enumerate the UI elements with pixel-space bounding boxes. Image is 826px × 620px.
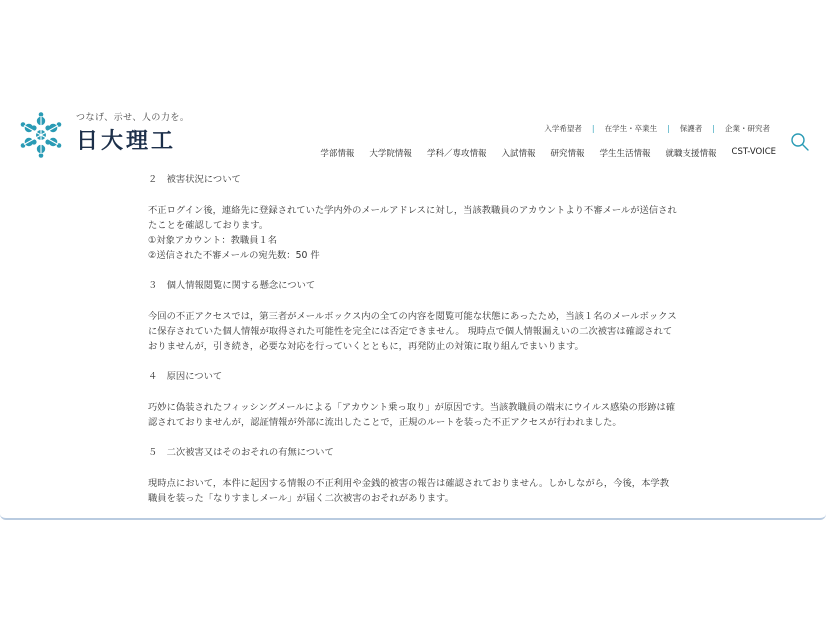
browser-viewport[interactable]: [0, 96, 826, 520]
main-nav-cst-voice[interactable]: CST-VOICE: [731, 147, 776, 157]
main-nav-departments[interactable]: 学科／専攻情報: [426, 149, 487, 159]
section-title-damage: ２ 被害状況について: [148, 174, 241, 185]
main-nav-career[interactable]: 就職支援情報: [665, 149, 717, 159]
paragraph-privacy-concern: 今回の不正アクセスでは，第三者がメールボックス内の全ての内容を閲覧可能な状態にあったため，当該１名のメールボックスに保存されていた個人情報が取得された可能性を完全には否定できません。 現時点で個人情報漏えいの二次被害は確認されておりませんが，引き続き，必要な対応を行っていくとともに，再発防止の対策に取り組んでまいります。: [148, 311, 677, 352]
logo-tagline: つなげ、示せ、人の力を。: [76, 113, 190, 123]
main-nav-faculty[interactable]: 学部情報: [320, 149, 355, 159]
search-icon[interactable]: [790, 132, 810, 152]
main-nav-admissions[interactable]: 入試情報: [501, 149, 536, 159]
section-title-privacy: ３ 個人情報閲覧に関する懸念について: [148, 280, 316, 291]
audience-nav-students-alumni[interactable]: 在学生・卒業生: [604, 124, 658, 133]
section-title-cause: ４ 原因について: [148, 371, 223, 382]
main-nav: [305, 147, 776, 159]
logo-name: 日大理工: [76, 129, 177, 154]
site-logo[interactable]: [18, 110, 188, 160]
main-nav-graduate[interactable]: 大学院情報: [369, 149, 412, 159]
audience-nav-companies[interactable]: 企業・研究者: [725, 124, 770, 133]
audience-nav-guardians[interactable]: 保護者: [679, 124, 703, 133]
snowflake-logo-icon: [18, 112, 64, 158]
paragraph-recipient-count: ②送信された不審メールの宛先数：50 件: [148, 250, 320, 261]
paragraph-secondary-damage: 現時点において，本件に起因する情報の不正利用や金銭的被害の報告は確認されておりません。しかしながら，今後，本学教職員を装った「なりすましメール」が届く二次被害のおそれがあります。: [148, 478, 669, 504]
audience-nav-divider: |: [667, 124, 670, 133]
site-header: [0, 96, 826, 172]
main-nav-student-life[interactable]: 学生生活情報: [599, 149, 651, 159]
paragraph-target-account: ①対象アカウント：教職員１名: [148, 235, 278, 246]
audience-nav-prospective[interactable]: 入学希望者: [544, 124, 582, 133]
audience-nav-divider: |: [591, 124, 595, 133]
audience-nav: [538, 123, 776, 134]
paragraph-damage-summary: 不正ログイン後，連絡先に登録されていた学内外のメールアドレスに対し，当該教職員のアカウントより不審メールが送信されたことを確認しております。: [148, 205, 677, 231]
paragraph-cause: 巧妙に偽装されたフィッシングメールによる「アカウント乗っ取り」が原因です。当該教職員の端末にウイルス感染の形跡は確認されておりませんが，認証情報が外部に流出したことで，正規のルートを装った不正アクセスが行われました。: [148, 402, 676, 428]
article-body: [148, 172, 678, 506]
main-nav-research[interactable]: 研究情報: [550, 149, 585, 159]
section-title-secondary-damage: ５ 二次被害又はそのおそれの有無について: [148, 447, 334, 458]
audience-nav-divider: |: [712, 124, 715, 133]
